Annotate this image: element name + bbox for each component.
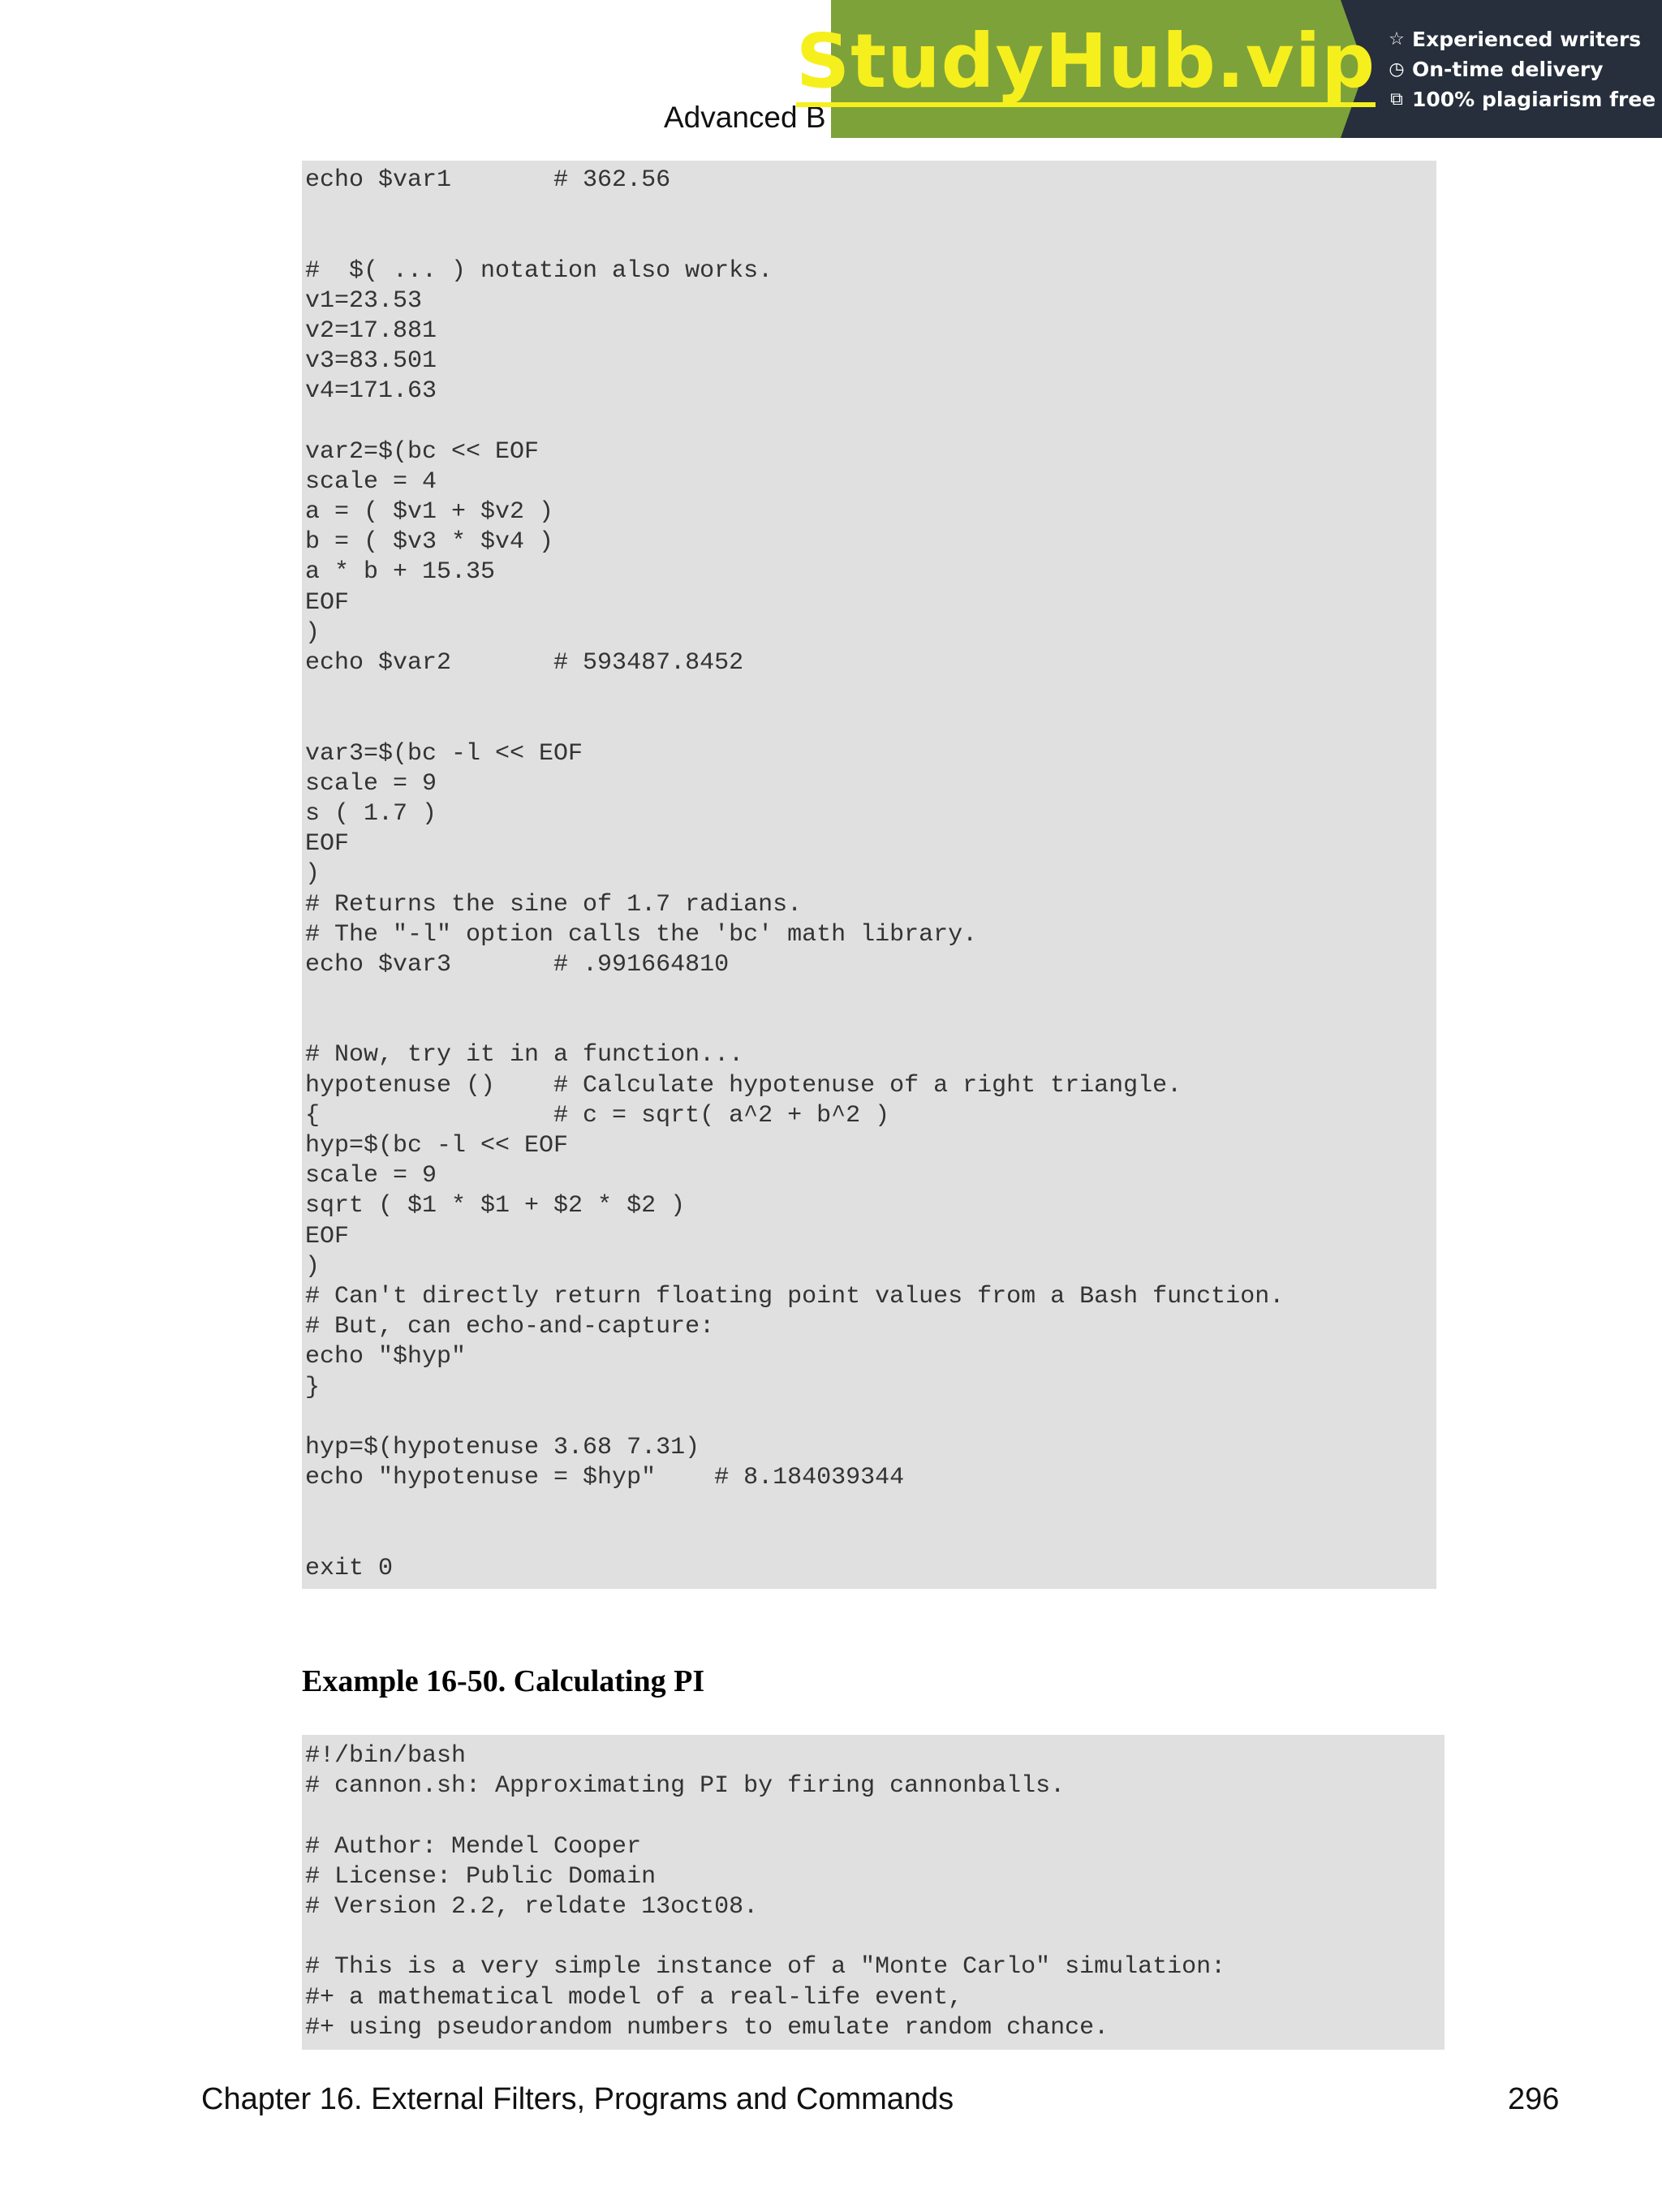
ad-feature-label: On-time delivery [1412, 57, 1604, 81]
code-line: ) [305, 618, 321, 647]
code-line: # This is a very simple instance of a "Monte Carlo" simulation: [305, 1953, 1226, 1982]
ad-feature-item [1388, 88, 1662, 111]
ad-feature-item [1388, 58, 1662, 81]
code-line: scale = 9 [305, 769, 437, 798]
code-line: #+ a mathematical model of a real-life event, [305, 1983, 963, 2012]
brand-logo-text[interactable]: StudyHub.vip [796, 24, 1376, 107]
code-line: { # c = sqrt( a^2 + b^2 ) [305, 1101, 890, 1130]
code-line: hypotenuse () # Calculate hypotenuse of a right triangle. [305, 1071, 1182, 1100]
code-line: EOF [305, 830, 350, 859]
code-line: # License: Public Domain [305, 1862, 657, 1891]
code-line [305, 980, 1436, 1010]
code-line: } [305, 1373, 321, 1401]
code-line [305, 226, 1436, 256]
code-line: echo $var1 # 362.56 [305, 166, 671, 194]
code-line [305, 196, 1436, 226]
code-line: var3=$(bc -l << EOF [305, 739, 583, 768]
code-line: sqrt ( $1 * $1 + $2 * $2 ) [305, 1192, 686, 1220]
example-title: Example 16-50. Calculating PI [302, 1664, 705, 1698]
code-line: # The "-l" option calls the 'bc' math library. [305, 920, 978, 949]
code-line: v1=23.53 [305, 286, 423, 315]
code-line [305, 678, 1436, 708]
code-line: EOF [305, 588, 350, 617]
code-line: #+ using pseudorandom numbers to emulate random chance. [305, 2013, 1109, 2042]
code-line: # But, can echo-and-capture: [305, 1313, 715, 1341]
code-line: exit 0 [305, 1554, 394, 1582]
code-line: # cannon.sh: Approximating PI by firing cannonballs. [305, 1772, 1066, 1801]
running-header: Advanced B [664, 101, 826, 134]
code-line: # Author: Mendel Cooper [305, 1832, 642, 1861]
code-line [305, 1403, 1436, 1433]
code-line: ) [305, 860, 321, 889]
code-line: # Version 2.2, reldate 13oct08. [305, 1892, 759, 1921]
code-block-bc-examples [302, 161, 1436, 1589]
code-line: echo $var3 # .991664810 [305, 950, 730, 979]
code-line: echo $var2 # 593487.8452 [305, 649, 744, 677]
code-line: echo "$hyp" [305, 1343, 467, 1371]
code-line: s ( 1.7 ) [305, 799, 437, 828]
code-line [305, 407, 1436, 437]
code-line: echo "hypotenuse = $hyp" # 8.184039344 [305, 1464, 905, 1492]
code-line [305, 708, 1436, 738]
code-line: scale = 4 [305, 467, 437, 496]
code-line: # Returns the sine of 1.7 radians. [305, 890, 803, 919]
star-outline-icon: ☆ [1389, 28, 1405, 49]
code-line: #!/bin/bash [305, 1742, 467, 1770]
ad-features-list [1365, 0, 1662, 138]
code-line: # Now, try it in a function... [305, 1041, 744, 1069]
code-line: # Can't directly return floating point values from a Bash function. [305, 1282, 1285, 1310]
ad-feature-item [1388, 28, 1662, 51]
code-line [305, 1493, 1436, 1523]
code-line: scale = 9 [305, 1162, 437, 1190]
code-block-cannon-sh [302, 1735, 1445, 2050]
ad-brand-panel[interactable] [795, 0, 1376, 138]
code-line [305, 1922, 1445, 1952]
code-line [305, 1523, 1436, 1553]
ad-feature-label: Experienced writers [1412, 27, 1642, 51]
code-line: v2=17.881 [305, 316, 437, 345]
code-line: hyp=$(bc -l << EOF [305, 1132, 569, 1160]
code-line: # $( ... ) notation also works. [305, 256, 773, 285]
code-line: var2=$(bc << EOF [305, 437, 540, 466]
code-line: a * b + 15.35 [305, 558, 496, 587]
code-line: b = ( $v3 * $v4 ) [305, 528, 554, 557]
code-line [305, 1801, 1445, 1831]
copy-icon: ⧉ [1390, 88, 1403, 110]
code-line: v4=171.63 [305, 377, 437, 406]
code-line: v3=83.501 [305, 347, 437, 376]
code-line: ) [305, 1252, 321, 1280]
ad-banner[interactable] [795, 0, 1662, 138]
code-line: a = ( $v1 + $v2 ) [305, 498, 554, 527]
code-line: hyp=$(hypotenuse 3.68 7.31) [305, 1433, 700, 1461]
clock-icon: ◷ [1389, 58, 1405, 80]
footer-chapter-title: Chapter 16. External Filters, Programs and Commands [201, 2082, 954, 2116]
ad-feature-label: 100% plagiarism free [1412, 87, 1656, 111]
code-line: EOF [305, 1222, 350, 1250]
footer-page-number: 296 [1508, 2082, 1560, 2116]
code-line [305, 1010, 1436, 1040]
